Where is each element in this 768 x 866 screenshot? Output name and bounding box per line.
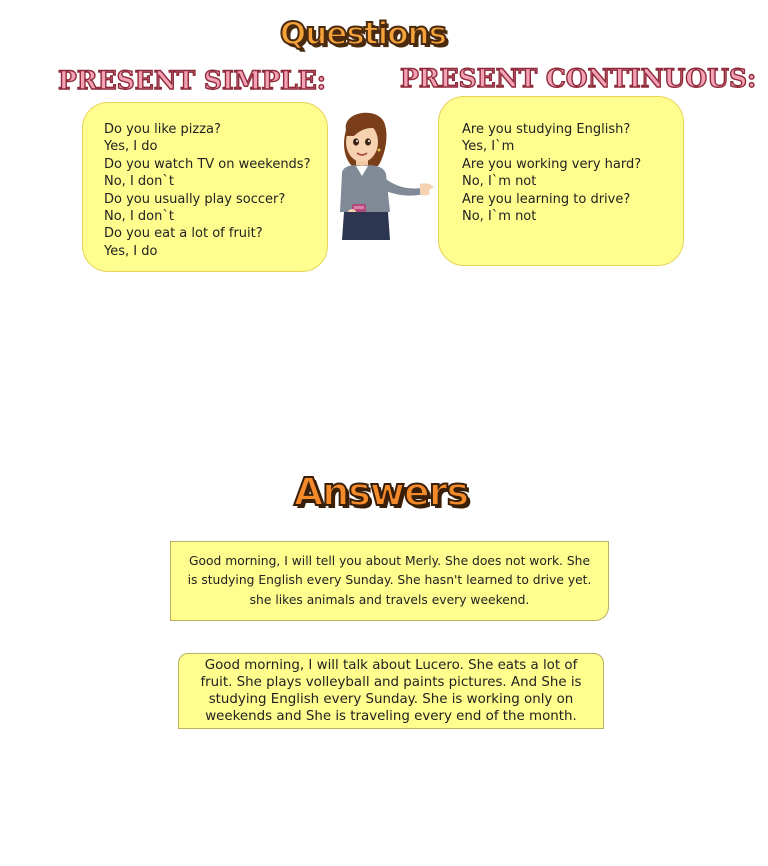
list-item: No, I don`t [104,174,174,190]
answer-lucero-text: Good morning, I will talk about Lucero. She eats a lot of fruit. She plays volleyball and paints pictures. And She is studying English every Sunday. She is working only on weekends and She is traveling every end of the month. [200,657,582,725]
list-item: Yes, I do [104,243,158,259]
list-item: Do you like pizza? [104,122,221,137]
answer-merly-text: Good morning, I will tell you about Merly. She does not work. She is studying English every Sunday. She hasn't learned to drive yet. she likes animals and travels every weekend. [187,553,592,607]
list-item: No, I`m not [462,209,537,225]
list-item: Are you studying English? [462,122,631,137]
list-item: No, I don`t [104,209,174,225]
present-simple-list [104,121,310,260]
list-item: Are you learning to drive? [462,191,631,207]
list-item: Are you working very hard? [462,156,642,172]
list-item: Yes, I`m [462,139,515,155]
list-item: Do you watch TV on weekends? [104,156,311,172]
present-simple-heading: PRESENT SIMPLE: [58,66,326,95]
list-item: No, I`m not [462,174,537,190]
answers-title: Answers [293,470,469,514]
present-continuous-heading: PRESENT CONTINUOUS: [400,64,757,93]
answer-lucero [178,653,604,729]
list-item: Do you eat a lot of fruit? [104,226,263,242]
list-item: Yes, I do [104,139,158,155]
questions-title: Questions [279,16,447,52]
present-continuous-list [462,121,641,225]
list-item: Do you usually play soccer? [104,191,286,207]
answer-merly [170,541,609,621]
teacher-illustration [332,108,436,244]
